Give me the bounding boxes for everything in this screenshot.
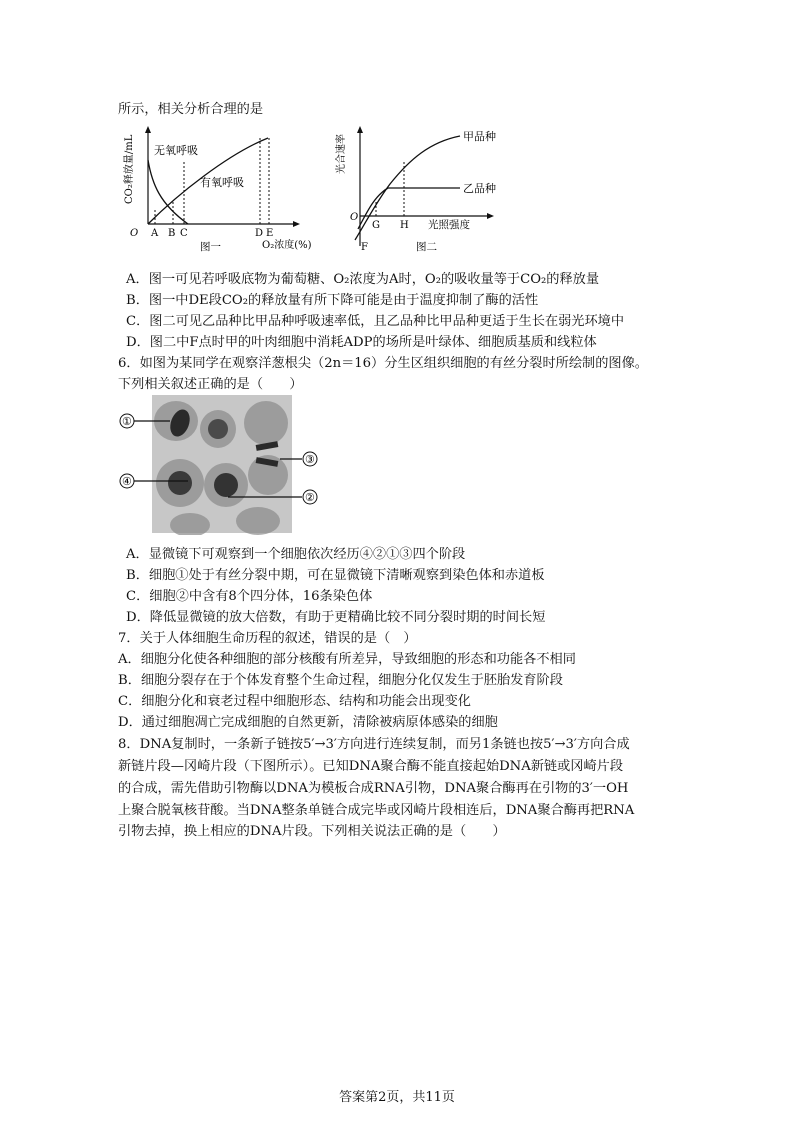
q6-stem-1: 6．如图为某同学在观察洋葱根尖（2n＝16）分生区组织细胞的有丝分裂时所绘制的图像。 bbox=[118, 356, 648, 371]
fig1-tick-b: B bbox=[168, 228, 176, 239]
q7-option-d: D．通过细胞凋亡完成细胞的自然更新，清除被病原体感染的细胞 bbox=[118, 715, 498, 730]
q5-option-b: B．图一中DE段CO₂的释放量有所下降可能是由于温度抑制了酶的活性 bbox=[126, 293, 539, 308]
fig1-tick-e: E bbox=[266, 228, 274, 239]
q8-line-4: 上聚合脱氧核苷酸。当DNA整条单链合成完毕或冈崎片段相连后，DNA聚合酶再把RNA bbox=[118, 803, 635, 818]
fig1-caption: 图一 bbox=[200, 241, 221, 253]
q6-option-d: D．降低显微镜的放大倍数，有助于更精确比较不同分裂时期的时间长短 bbox=[126, 610, 546, 625]
fig2-point-f: F bbox=[361, 242, 368, 253]
q8-line-5: 引物去掉，换上相应的DNA片段。下列相关说法正确的是（ ） bbox=[118, 824, 506, 839]
fig1-tick-c: C bbox=[180, 228, 188, 239]
question-intro: 所示，相关分析合理的是 bbox=[118, 102, 264, 117]
fig1-origin: O bbox=[130, 228, 139, 239]
fig1-tick-d: D bbox=[255, 228, 264, 239]
q7-option-c: C．细胞分化和衰老过程中细胞形态、结构和功能会出现变化 bbox=[118, 694, 471, 709]
q8-line-1: 8．DNA复制时，一条新子链按5′→3′方向进行连续复制，而另1条链也按5′→3′方向合成 bbox=[118, 737, 630, 752]
q6-option-a: A．显微镜下可观察到一个细胞依次经历④②①③四个阶段 bbox=[126, 547, 466, 562]
micro-label-3: ③ bbox=[305, 453, 315, 466]
q7-stem: 7．关于人体细胞生命历程的叙述，错误的是（ ） bbox=[118, 631, 417, 646]
q7-option-b: B．细胞分裂存在于个体发育整个生命过程，细胞分化仅发生于胚胎发育阶段 bbox=[118, 673, 563, 688]
micro-label-1: ① bbox=[122, 415, 132, 428]
page-footer: 答案第2页，共11页 bbox=[339, 1090, 455, 1105]
figure-1-chart bbox=[118, 124, 318, 254]
fig2-tick-g: G bbox=[372, 220, 380, 231]
q6-option-b: B．细胞①处于有丝分裂中期，可在显微镜下清晰观察到染色体和赤道板 bbox=[126, 568, 545, 583]
fig2-label-jia: 甲品种 bbox=[463, 130, 496, 143]
micrograph-figure bbox=[118, 393, 328, 535]
q6-stem-2: 下列相关叙述正确的是（ ） bbox=[118, 377, 303, 392]
q5-option-d: D．图二中F点时甲的叶肉细胞中消耗ADP的场所是叶绿体、细胞质基质和线粒体 bbox=[126, 335, 597, 350]
fig2-origin: O bbox=[350, 212, 359, 223]
q7-option-a: A．细胞分化使各种细胞的部分核酸有所差异，导致细胞的形态和功能各不相同 bbox=[118, 652, 576, 667]
fig2-x-label: 光照强度 bbox=[428, 219, 470, 231]
fig2-caption: 图二 bbox=[416, 241, 437, 253]
micro-label-4: ④ bbox=[122, 475, 132, 488]
q5-option-a: A．图一可见若呼吸底物为葡萄糖、O₂浓度为A时，O₂的吸收量等于CO₂的释放量 bbox=[126, 272, 600, 287]
q8-line-2: 新链片段—冈崎片段（下图所示）。已知DNA聚合酶不能直接起始DNA新链或冈崎片段 bbox=[118, 759, 624, 774]
fig1-aerobic-label: 有氧呼吸 bbox=[200, 176, 244, 189]
q6-option-c: C．细胞②中含有8个四分体，16条染色体 bbox=[126, 589, 373, 604]
fig2-y-label: 光合速率 bbox=[336, 134, 347, 174]
fig1-anaerobic-label: 无氧呼吸 bbox=[154, 144, 198, 157]
q8-line-3: 的合成，需先借助引物酶以DNA为模板合成RNA引物，DNA聚合酶再在引物的3′一OH bbox=[118, 781, 629, 796]
fig2-tick-h: H bbox=[400, 220, 409, 231]
fig1-tick-a: A bbox=[151, 228, 159, 239]
q5-option-c: C．图二可见乙品种比甲品种呼吸速率低，且乙品种比甲品种更适于生长在弱光环境中 bbox=[126, 314, 625, 329]
fig1-anaerobic-curve bbox=[148, 160, 188, 224]
fig2-label-yi: 乙品种 bbox=[463, 182, 496, 195]
fig1-x-label: O₂浓度(%) bbox=[262, 240, 312, 251]
micro-label-2: ② bbox=[305, 491, 315, 504]
fig1-y-label: CO₂释放量/mL bbox=[124, 134, 135, 204]
figure-2-chart bbox=[330, 124, 510, 254]
